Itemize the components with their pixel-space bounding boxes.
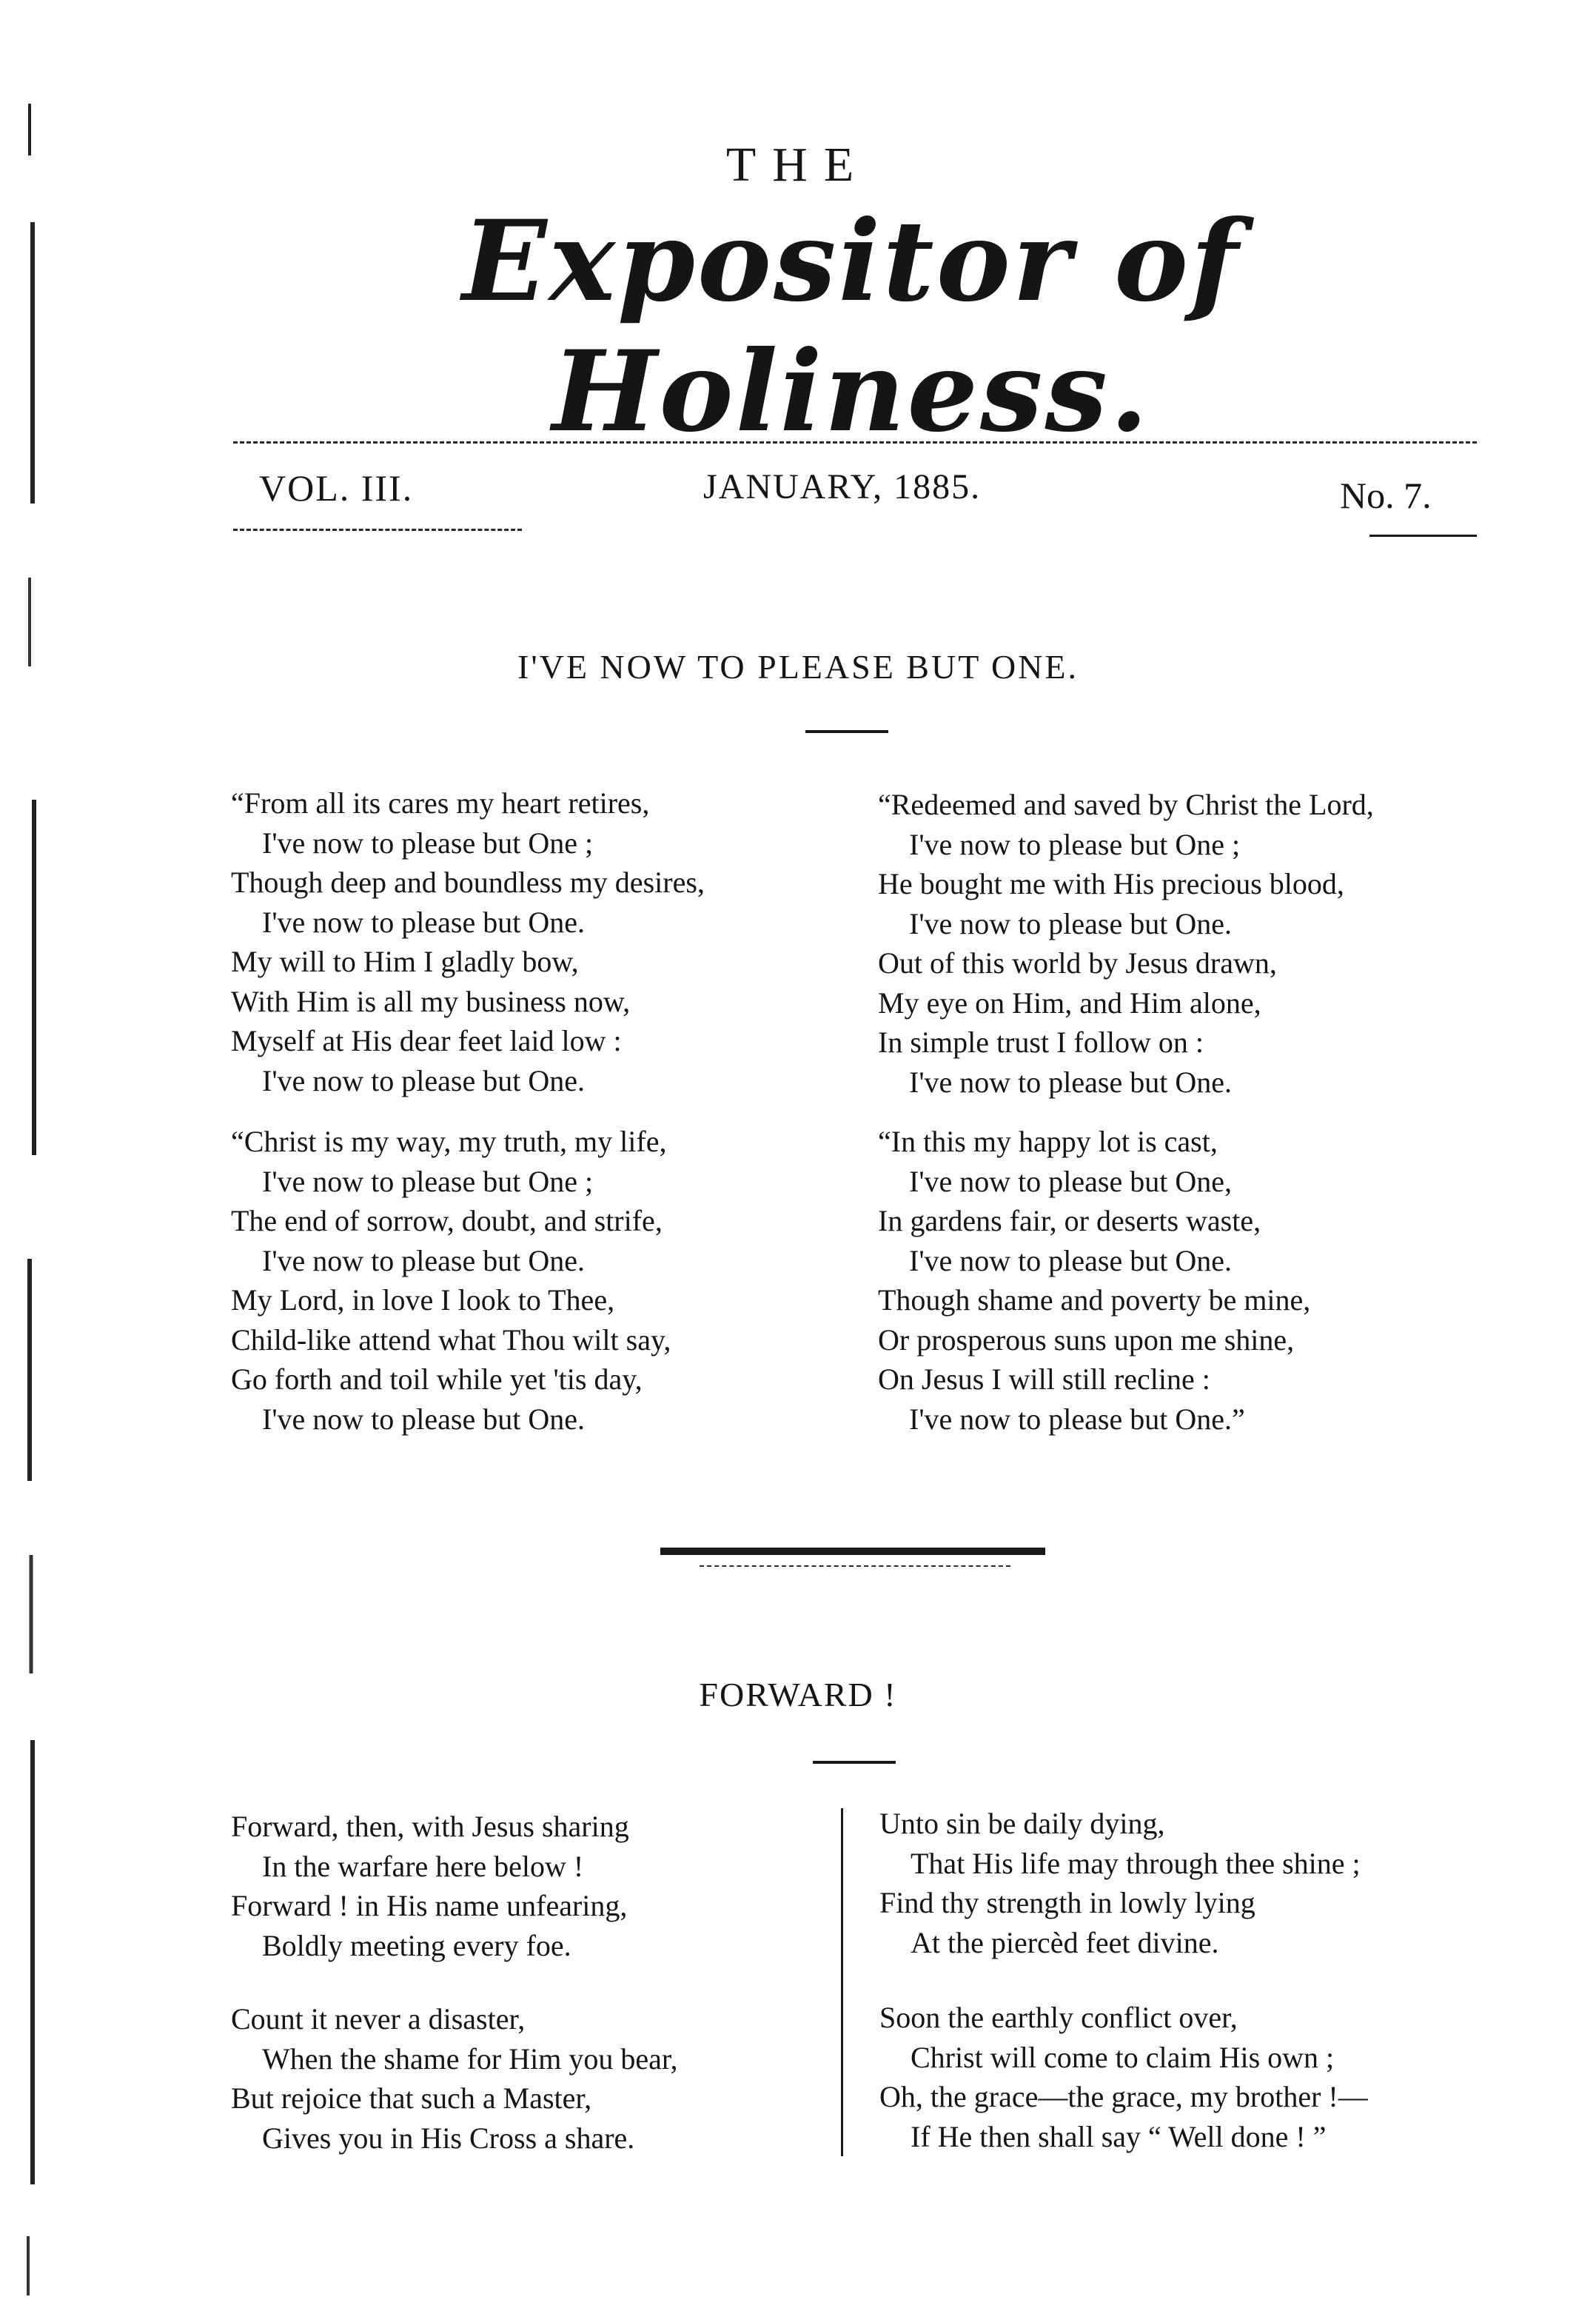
verse-line: My will to Him I gladly bow, [231, 945, 579, 978]
masthead-the: THE [725, 138, 871, 192]
verse-line: I've now to please but One. [909, 1243, 1232, 1277]
verse-line: I've now to please but One ; [262, 826, 594, 860]
verse-line: Soon the earthly conflict over, [879, 2001, 1238, 2034]
verse-line: Gives you in His Cross a share. [262, 2121, 635, 2155]
poem2-title: FORWARD ! [699, 1676, 897, 1713]
poem2-stanza-1 [231, 1807, 629, 1965]
masthead-rule-bottom-right [1369, 535, 1477, 537]
verse-line: At the piercèd feet divine. [911, 1925, 1219, 1959]
verse-line: I've now to please but One ; [909, 827, 1241, 861]
poem2-title-rule [813, 1761, 896, 1764]
verse-line: “From all its cares my heart retires, [231, 786, 650, 820]
verse-line: I've now to please but One. [262, 1063, 585, 1097]
volume-label: VOL. III. [259, 467, 414, 509]
scan-edge-artifact [0, 0, 74, 2311]
verse-line: Christ will come to claim His own ; [911, 2040, 1335, 2074]
verse-line: On Jesus I will still recline : [878, 1362, 1210, 1396]
verse-line: Unto sin be daily dying, [879, 1807, 1165, 1840]
verse-line: My Lord, in love I look to Thee, [231, 1283, 615, 1317]
poem1-stanza-1 [231, 783, 705, 1100]
verse-line: Out of this world by Jesus drawn, [878, 946, 1277, 980]
verse-line: I've now to please but One. [909, 906, 1232, 940]
verse-line: Oh, the grace—the grace, my brother !— [879, 2080, 1368, 2113]
verse-line: Myself at His dear feet laid low : [231, 1024, 622, 1057]
verse-line: In gardens fair, or deserts waste, [878, 1204, 1261, 1237]
verse-line: With Him is all my business now, [231, 984, 631, 1018]
verse-line: He bought me with His precious blood, [878, 867, 1344, 900]
verse-line: My eye on Him, and Him alone, [878, 986, 1261, 1020]
verse-line: If He then shall say “ Well done ! ” [911, 2119, 1327, 2153]
verse-line: Forward ! in His name unfearing, [231, 1889, 628, 1922]
verse-line: “In this my happy lot is cast, [878, 1125, 1218, 1158]
poem1-stanza-4 [878, 1122, 1310, 1439]
poem1-stanza-3 [878, 785, 1374, 1102]
verse-line: I've now to please but One, [909, 1164, 1232, 1198]
poem2-stanza-4 [879, 1998, 1368, 2156]
poem1-title-rule [805, 730, 888, 733]
verse-line: “Christ is my way, my truth, my life, [231, 1125, 667, 1158]
verse-line: Though deep and boundless my desires, [231, 866, 705, 899]
verse-line: Child-like attend what Thou wilt say, [231, 1322, 671, 1357]
verse-line: I've now to please but One. [262, 905, 585, 939]
verse-line: Or prosperous suns upon me shine, [878, 1322, 1295, 1357]
section-divider [660, 1548, 1045, 1555]
issue-date: JANUARY, 1885. [703, 467, 982, 506]
verse-line: The end of sorrow, doubt, and strife, [231, 1204, 663, 1237]
verse-line: In simple trust I follow on : [878, 1026, 1204, 1059]
verse-line: Go forth and toil while yet 'tis day, [231, 1362, 643, 1396]
masthead-title: Expositor of Holiness. [462, 196, 1241, 457]
verse-line: I've now to please but One. [262, 1402, 585, 1436]
verse-line: But rejoice that such a Master, [231, 2081, 592, 2115]
verse-line: Boldly meeting every foe. [262, 1928, 571, 1962]
masthead-rule-bottom-left [233, 529, 522, 531]
verse-line: I've now to please but One.” [909, 1402, 1245, 1436]
verse-line: When the shame for Him you bear, [262, 2041, 678, 2076]
verse-line: “Redeemed and saved by Christ the Lord, [878, 788, 1374, 821]
column-rule [841, 1808, 843, 2156]
verse-line: Find thy strength in lowly lying [879, 1886, 1255, 1919]
poem1-title: I'VE NOW TO PLEASE BUT ONE. [517, 648, 1079, 686]
verse-line: Though shame and poverty be mine, [878, 1283, 1311, 1317]
section-divider-dashes [700, 1565, 1010, 1567]
poem1-stanza-2 [231, 1122, 671, 1439]
poem2-stanza-2 [231, 1999, 678, 2158]
verse-line: That His life may through thee shine ; [911, 1846, 1361, 1880]
poem2-stanza-3 [879, 1804, 1361, 1962]
issue-number: No. 7. [1340, 475, 1432, 516]
verse-line: Count it never a disaster, [231, 2002, 526, 2036]
masthead-rule-top [233, 441, 1477, 444]
verse-line: Forward, then, with Jesus sharing [231, 1810, 629, 1843]
verse-line: I've now to please but One. [909, 1065, 1232, 1099]
verse-line: I've now to please but One. [262, 1243, 585, 1277]
verse-line: I've now to please but One ; [262, 1164, 594, 1198]
verse-line: In the warfare here below ! [262, 1849, 584, 1883]
